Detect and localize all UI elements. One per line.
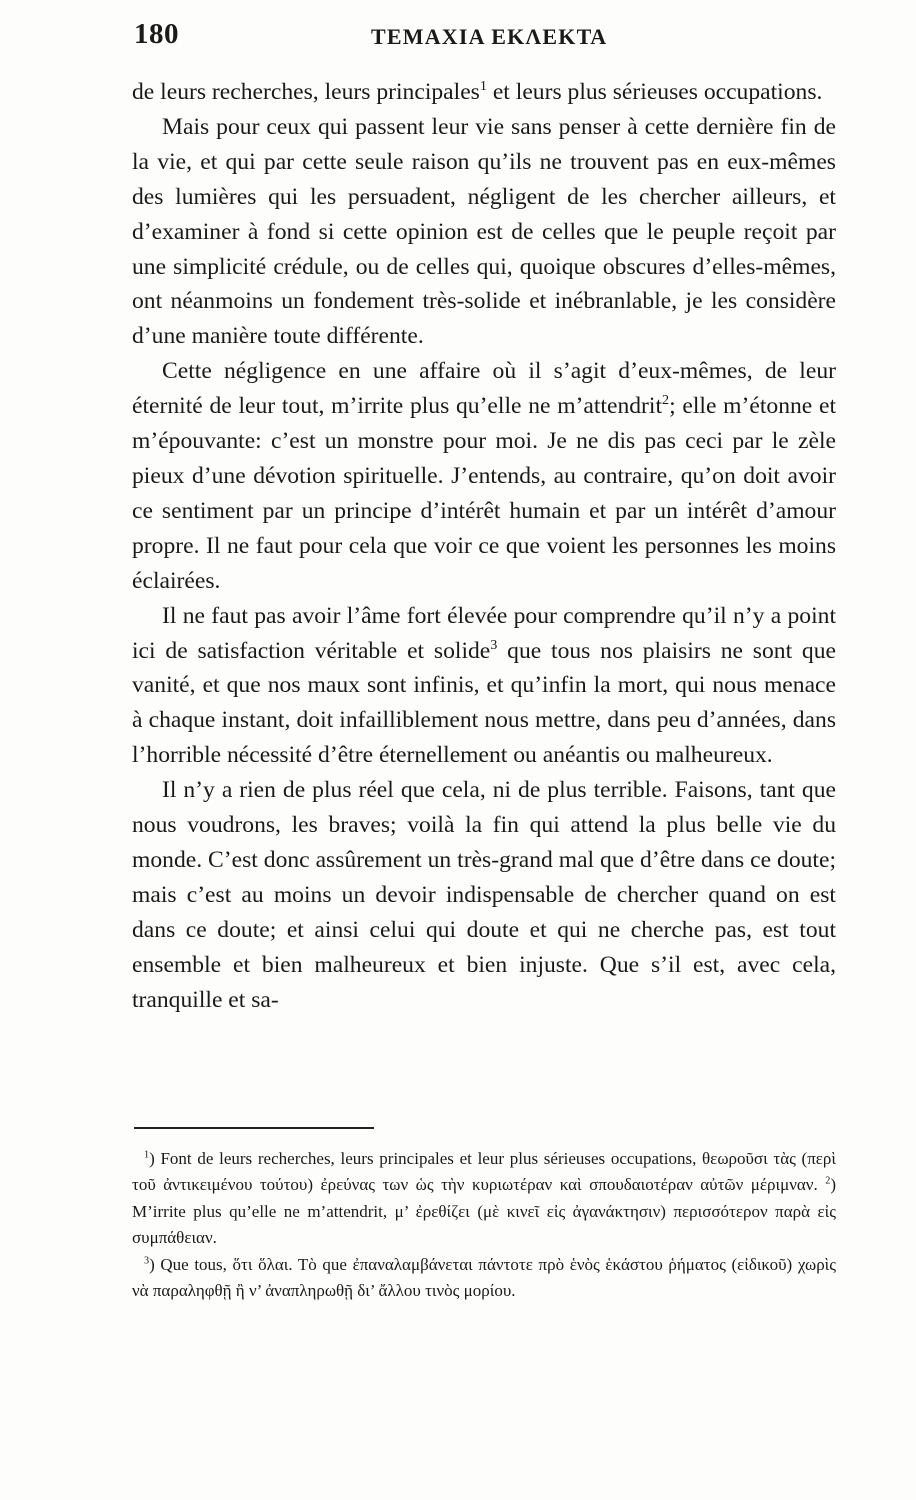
- footnotes: [132, 1146, 836, 1304]
- paragraph-3-text-a: Cette négligence en une affaire où il s’agit d’eux-mêmes, de leur éternité de leur tout, m’irrite plus qu’elle ne m’attendrit: [132, 358, 836, 420]
- footnote-mark-1: 1: [479, 78, 487, 95]
- paragraph-4: [132, 599, 836, 774]
- paragraph-3-text-b: ; elle m’étonne et m’épouvante: c’est un monstre pour moi. Je ne dis pas ceci par le zèle pieux d’une dévotion spirituelle. J’entends, au contraire, qu’on doit avoir ce sentiment par un principe d’intérêt humain et par un intérêt d’amour propre. Il ne faut pour cela que voir ce que voient les personnes les moins éclairées.: [132, 393, 836, 594]
- footnote-mark-3: 3: [490, 636, 498, 653]
- running-title: ΤΕΜΑΧΙΑ ΕΚΛΕΚΤΑ: [371, 24, 608, 49]
- paragraph-1-text-b: et leurs plus sérieuses occupations.: [486, 79, 823, 105]
- paragraph-4-text-b: que tous nos plaisirs ne sont que vanité, et que nos maux sont infinis, et qu’infin la mort, qui nous menace à chaque instant, doit infailliblement nous mettre, dans peu d’années, dans l’horrible nécessité d’être éternellement ou anéantis ou malheureux.: [132, 637, 836, 769]
- footnote-mark-2: 2: [662, 392, 670, 409]
- paragraph-2: Mais pour ceux qui passent leur vie sans penser à cette dernière fin de la vie, et qui par cette seule raison qu’ils ne trouvent pas en eux-mêmes des lumières qui les persuadent, négligent de les chercher ailleurs, et d’examiner à fond si cette opinion est de celles que le peuple reçoit par une simplicité crédule, ou de celles qui, quoique obscures d’elles-mêmes, ont néanmoins un fondement très-solide et inébranlable, je les considère d’une manière toute différente.: [132, 113, 836, 350]
- footnote-3-text: ) Que tous, ὅτι ὅλαι. Τὸ que ἐπαναλαμβάνεται πάντοτε πρὸ ἑνὸς ἑκάστου ῥήματος (εἰδικοῦ) χωρὶς νὰ παραληφθῇ ἢ ν’ ἀναπληρωθῇ δι’ ἄλλου τινὸς μορίου.: [132, 1254, 836, 1301]
- footnote-2-text: ) M’irrite plus qu’elle ne m’attendrit, μ’ ἐρεθίζει (μὲ κινεῖ εἰς ἀγανάκτησιν) περισσότερον παρὰ εἰς συμπάθειαν.: [132, 1175, 836, 1248]
- footnote-rule: [134, 1127, 374, 1129]
- footnote-2-number: 2: [825, 1175, 831, 1187]
- paragraph-4-text-a: Il ne faut pas avoir l’âme fort élevée pour comprendre qu’il n’y a point ici de satisfaction véritable et solide: [132, 602, 836, 664]
- paragraph-3: [132, 354, 836, 598]
- footnote-3-number: 3: [144, 1254, 150, 1266]
- footnotes-block: [132, 1146, 836, 1252]
- footnote-1-number: 1: [144, 1149, 150, 1161]
- page-header: [134, 18, 834, 58]
- footnote-1-text: ) Font de leurs recherches, leurs principales et leur plus sérieuses occupations, θεωροῦσι τὰς (περὶ τοῦ ἀντικειμένου τούτου) ἐρεύνας των ὡς τὴν κυριωτέραν καὶ σπουδαιοτέραν αὐτῶν μέριμναν.: [132, 1149, 836, 1195]
- page-number: 180: [134, 18, 179, 50]
- paragraph-5: Il n’y a rien de plus réel que cela, ni de plus terrible. Faisons, tant que nous voudrons, les braves; voilà la fin qui attend la plus belle vie du monde. C’est donc assûrement un très-grand mal que d’être dans ce doute; mais c’est au moins un devoir indispensable de chercher quand on est dans ce doute; et ainsi celui qui doute et qui ne cherche pas, est tout ensemble et bien malheureux et bien injuste. Que s’il est, avec cela, tranquille et sa-: [132, 777, 836, 1013]
- main-text: [132, 75, 836, 1017]
- footnote-3: [132, 1252, 836, 1305]
- paragraph-1-text-a: de leurs recherches, leurs principales: [132, 79, 480, 105]
- paragraph-1: [132, 75, 836, 110]
